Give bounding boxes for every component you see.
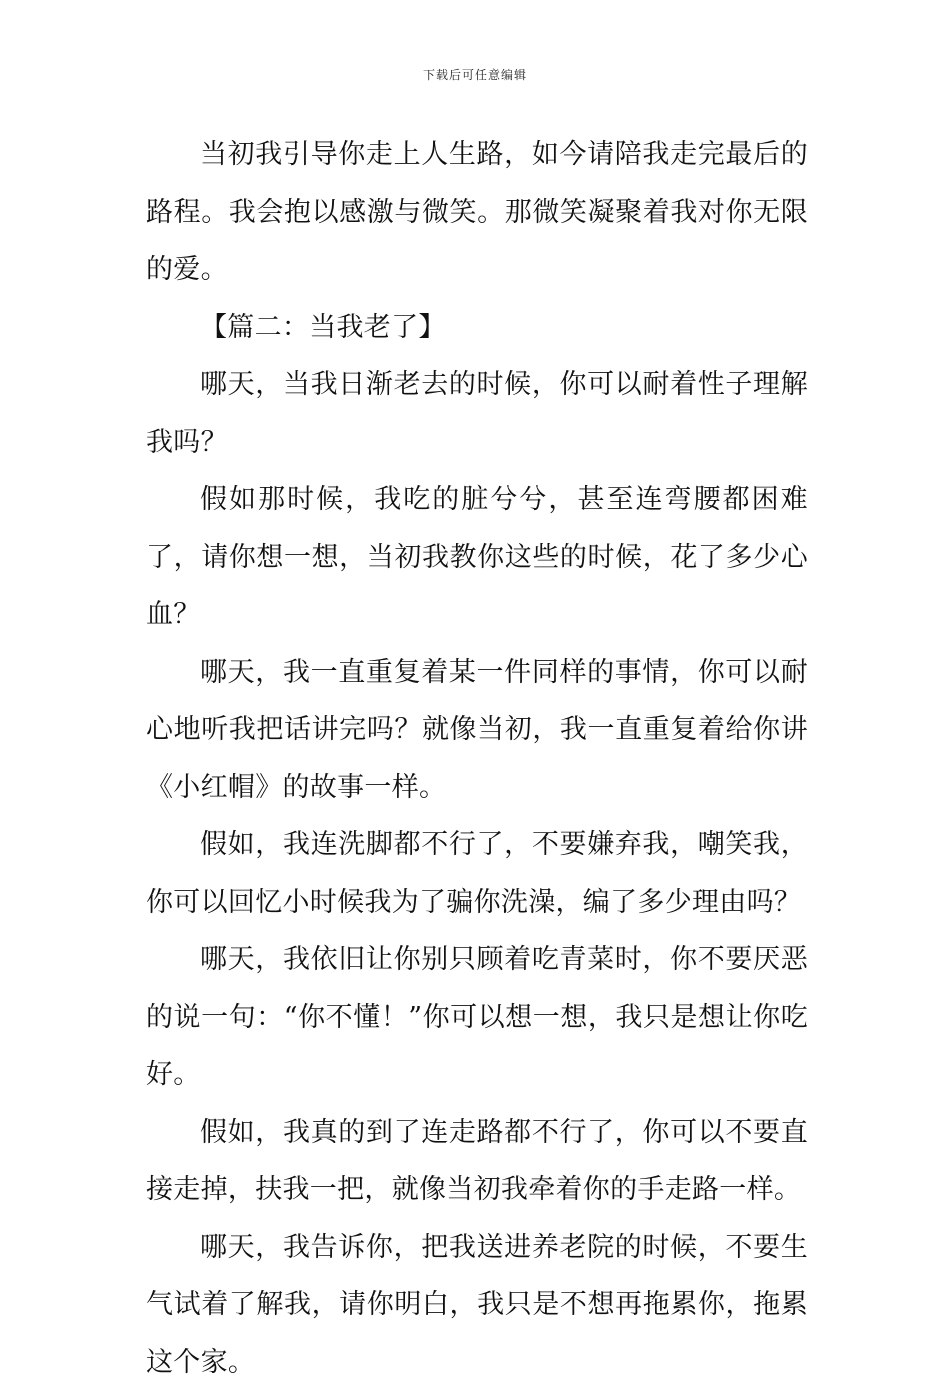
- paragraph-3: 假如那时候，我吃的脏兮兮，甚至连弯腰都困难了，请你想一想，当初我教你这些的时候，花了多少心血？: [146, 471, 808, 644]
- paragraph-1: 当初我引导你走上人生路，如今请陪我走完最后的路程。我会抱以感激与微笑。那微笑凝聚着我对你无限的爱。: [146, 126, 808, 299]
- paragraph-4: 哪天，我一直重复着某一件同样的事情，你可以耐心地听我把话讲完吗？就像当初，我一直重复着给你讲《小红帽》的故事一样。: [146, 644, 808, 817]
- paragraph-8: 哪天，我告诉你，把我送进养老院的时候，不要生气试着了解我，请你明白，我只是不想再拖累你，拖累这个家。: [146, 1219, 808, 1391]
- paragraph-5: 假如，我连洗脚都不行了，不要嫌弃我，嘲笑我，你可以回忆小时候我为了骗你洗澡，编了多少理由吗？: [146, 816, 808, 931]
- section-heading: 【篇二：当我老了】: [146, 299, 808, 357]
- paragraph-7: 假如，我真的到了连走路都不行了，你可以不要直接走掉，扶我一把，就像当初我牵着你的手走路一样。: [146, 1104, 808, 1219]
- paragraph-6: 哪天，我依旧让你别只顾着吃青菜时，你不要厌恶的说一句：“你不懂！”你可以想一想，我只是想让你吃好。: [146, 931, 808, 1104]
- paragraph-2: 哪天，当我日渐老去的时候，你可以耐着性子理解我吗？: [146, 356, 808, 471]
- page-header: 下载后可任意编辑: [0, 66, 950, 83]
- document-body: [146, 126, 808, 1391]
